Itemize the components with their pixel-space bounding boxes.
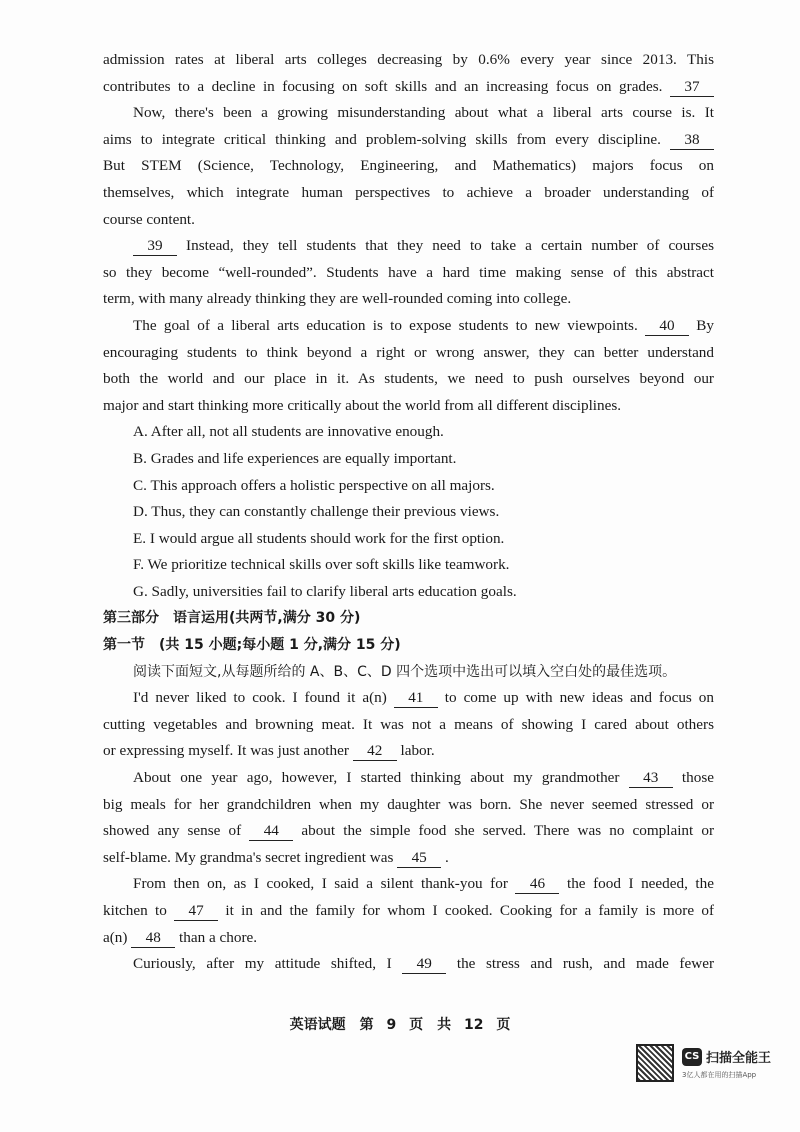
text-segment: From then on, as I cooked, I said a silent thank-you for	[133, 875, 516, 893]
watermark-slogan: 3亿人都在用的扫描App	[682, 1071, 757, 1079]
text-line	[103, 685, 714, 712]
text-line	[103, 233, 714, 260]
text-segment: 第三部分 语言运用(共两节,满分 30 分)	[103, 610, 361, 627]
text-line	[103, 153, 714, 180]
text-segment: big meals for her grandchildren when my daughter was born. She never seemed stressed or	[103, 795, 714, 813]
text-segment: term, with many already thinking they are well-rounded coming into college.	[103, 290, 572, 308]
text-line	[103, 818, 714, 845]
text-segment: those	[672, 769, 714, 787]
text-line	[103, 207, 714, 234]
text-segment: kitchen to	[103, 902, 175, 919]
answer-blank-37: 37	[670, 78, 714, 97]
text-line	[103, 765, 714, 792]
text-segment: Now, there's been a growing misunderstanding about what a liberal arts course is. It	[133, 104, 714, 122]
answer-blank-45: 45	[397, 849, 441, 868]
page-footer: 英语试题 第 9 页 共 12 页	[289, 1017, 511, 1033]
answer-blank-42: 42	[353, 742, 397, 761]
answer-option	[103, 446, 714, 473]
section-heading	[103, 632, 714, 659]
text-line	[103, 659, 714, 686]
text-segment: 第一节 (共 15 小题;每小题 1 分,满分 15 分)	[103, 637, 401, 654]
text-segment: so they become “well-rounded”. Students have a hard time making sense of this abstract	[103, 263, 714, 281]
text-line	[103, 792, 714, 819]
text-segment: C. This approach offers a holistic perspective on all majors.	[133, 476, 495, 494]
answer-blank-40: 40	[645, 317, 689, 336]
text-segment: By	[689, 316, 714, 334]
text-segment: about the simple food she served. There was no complaint or	[293, 822, 714, 840]
text-segment: D. Thus, they can constantly challenge their previous views.	[133, 503, 500, 521]
answer-option	[103, 552, 714, 579]
text-segment: F. We prioritize technical skills over soft skills like teamwork.	[133, 556, 510, 574]
text-line	[103, 898, 714, 925]
camscanner-logo-icon: CS	[682, 1048, 702, 1066]
text-line	[103, 260, 714, 287]
answer-option	[103, 579, 714, 606]
text-segment: I'd never liked to cook. I found it a(n)	[133, 689, 394, 707]
text-segment: About one year ago, however, I started thinking about my grandmother	[133, 769, 629, 787]
text-segment: it in and the family for whom I cooked. Cooking for a family is more of	[218, 902, 714, 919]
text-line	[103, 712, 714, 739]
text-line	[103, 871, 714, 898]
answer-option	[103, 499, 714, 526]
text-line	[103, 286, 714, 313]
text-line	[103, 925, 714, 952]
text-segment: B. Grades and life experiences are equally important.	[133, 449, 457, 467]
answer-option	[103, 419, 714, 446]
text-segment: cutting vegetables and browning meat. It was not a means of showing I cared about others	[103, 715, 714, 733]
answer-blank-49: 49	[402, 955, 446, 974]
text-segment: A. After all, not all students are innovative enough.	[133, 423, 444, 441]
text-segment: or expressing myself. It was just another	[103, 742, 353, 760]
text-line	[103, 74, 714, 101]
text-segment: both the world and our place in it. As students, we need to push ourselves beyond our	[103, 370, 714, 388]
text-segment: course content.	[103, 210, 195, 228]
answer-blank-41: 41	[394, 689, 438, 708]
text-segment: admission rates at liberal arts colleges decreasing by 0.6% every year since 2013. This	[103, 51, 714, 68]
text-segment: But STEM (Science, Technology, Engineering, and Mathematics) majors focus on	[103, 157, 714, 175]
text-segment: to come up with new ideas and focus on	[437, 689, 714, 707]
text-segment: contributes to a decline in focusing on soft skills and an increasing focus on grades.	[103, 77, 670, 95]
answer-blank-44: 44	[249, 822, 293, 841]
text-segment: G. Sadly, universities fail to clarify liberal arts education goals.	[133, 582, 517, 600]
text-segment: aims to integrate critical thinking and problem-solving skills from every discipline.	[103, 130, 670, 148]
text-line	[103, 393, 714, 420]
text-line	[103, 738, 714, 765]
text-line	[103, 180, 714, 207]
scanner-watermark	[636, 1044, 796, 1090]
text-segment: a(n)	[103, 928, 132, 946]
text-segment: .	[441, 848, 449, 866]
watermark-app-name: 扫描全能王	[706, 1051, 772, 1066]
answer-blank-48: 48	[131, 929, 175, 948]
text-segment: Instead, they tell students that they need to take a certain number of courses	[177, 237, 714, 255]
answer-blank-47: 47	[174, 902, 218, 921]
answer-blank-43: 43	[629, 769, 673, 788]
text-segment: the stress and rush, and made fewer	[446, 955, 714, 973]
text-line	[103, 127, 714, 154]
text-line	[103, 313, 714, 340]
answer-option	[103, 473, 714, 500]
text-line	[103, 951, 714, 978]
text-segment: Curiously, after my attitude shifted, I	[133, 955, 403, 973]
document-body	[103, 47, 714, 978]
text-segment: major and start thinking more critically about the world from all different disciplines.	[103, 396, 622, 414]
text-segment: labor.	[396, 742, 435, 760]
answer-blank-38: 38	[670, 131, 714, 150]
answer-blank-46: 46	[515, 875, 559, 894]
answer-blank-39: 39	[133, 237, 177, 256]
text-line	[103, 366, 714, 393]
section-heading	[103, 605, 714, 632]
text-line	[103, 340, 714, 367]
text-segment: than a chore.	[175, 928, 258, 946]
text-segment: themselves, which integrate human perspectives to achieve a broader understanding of	[103, 183, 714, 201]
qr-code-icon	[636, 1044, 674, 1082]
text-segment: The goal of a liberal arts education is to expose students to new viewpoints.	[133, 316, 646, 334]
text-segment: E. I would argue all students should work for the first option.	[133, 529, 505, 547]
answer-option	[103, 526, 714, 553]
text-line	[103, 845, 714, 872]
text-segment: 阅读下面短文,从每题所给的 A、B、C、D 四个选项中选出可以填入空白处的最佳选项。	[133, 663, 677, 680]
text-segment: self-blame. My grandma's secret ingredient was	[103, 848, 398, 866]
text-line	[103, 100, 714, 127]
text-segment: encouraging students to think beyond a right or wrong answer, they can better understand	[103, 343, 714, 361]
text-line	[103, 47, 714, 74]
text-segment: showed any sense of	[103, 822, 250, 840]
text-segment: the food I needed, the	[559, 875, 714, 893]
